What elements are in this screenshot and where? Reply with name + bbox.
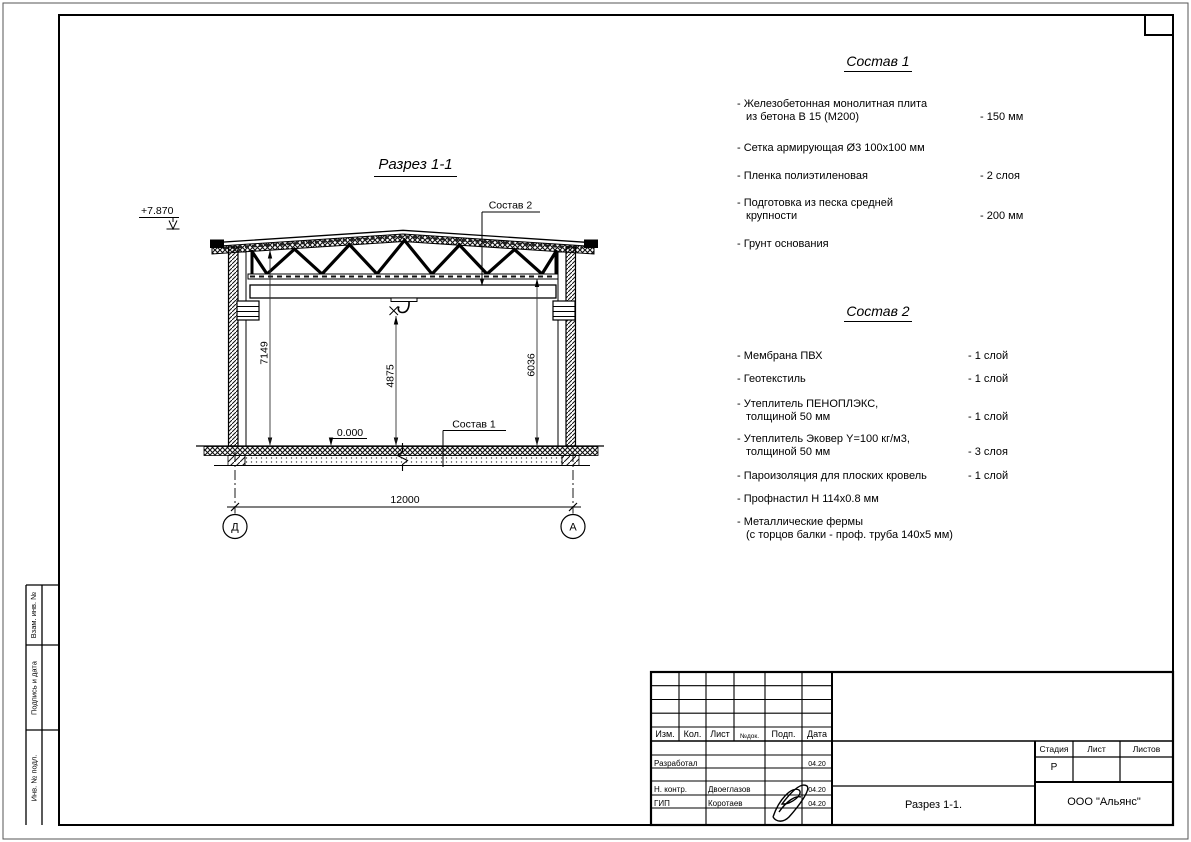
margin-label-podpis: Подпись и дата [29, 660, 38, 715]
list-item: - Пароизоляция для плоских кровель - 1 слой [737, 470, 1009, 482]
level-arrow [167, 218, 180, 229]
list-item: - Подготовка из песка средней крупности - 200 мм [737, 197, 1024, 222]
roof-right-cap [584, 240, 598, 249]
left-footing [228, 456, 245, 466]
tb-col-kol: Кол. [683, 729, 702, 739]
list-item: - Сетка армирующая Ø3 100х100 мм [737, 142, 925, 154]
tb-name-gip: Коротаев [708, 799, 743, 808]
list-item: - Пленка полиэтиленовая - 2 слоя [737, 170, 1021, 182]
level-top: +7.870 [141, 205, 174, 217]
list-item: - Профнастил Н 114х0.8 мм [737, 493, 879, 505]
right-footing [562, 456, 579, 466]
tb-sheets-col: Листов [1132, 744, 1161, 754]
tb-role-ncontrol: Н. контр. [654, 785, 688, 794]
corner-box [1145, 15, 1173, 35]
tb-date: 04.20 [808, 800, 826, 808]
tb-stage-value: Р [1050, 762, 1058, 773]
left-corbel [237, 301, 259, 320]
tb-col-ndok: №док. [739, 733, 760, 740]
hook-mark [390, 307, 399, 316]
list-item: - Геотекстиль - 1 слой [737, 373, 1009, 385]
axis-label-right: А [569, 521, 577, 534]
leader-floor-label: Состав 1 [452, 418, 496, 431]
tb-sheet-col: Лист [1087, 744, 1106, 754]
hoist-plate [391, 298, 417, 302]
floor-slab [204, 447, 598, 456]
tb-col-podp: Подп. [771, 729, 796, 739]
right-corbel [553, 301, 575, 320]
list-item: - Железобетонная монолитная плита из бетона В 15 (М200) - 150 мм [737, 98, 1024, 123]
tb-role-gip: ГИП [654, 799, 670, 808]
tb-role-developer: Разработал [654, 759, 698, 768]
dim-4875: 4875 [384, 364, 397, 388]
tb-date: 04.20 [808, 760, 826, 768]
list-item: - Утеплитель Эковер Y=100 кг/м3, толщиной 50 мм - 3 слоя [737, 433, 1009, 458]
floor [196, 438, 604, 472]
roof-left-cap [210, 240, 224, 249]
crane-beam [250, 285, 556, 315]
list-item: - Металлические фермы (с торцов балки - проф. труба 140х5 мм) [737, 516, 953, 541]
tb-stage-col: Стадия [1039, 744, 1069, 754]
tb-col-data: Дата [807, 729, 827, 739]
list-item: - Мембрана ПВХ - 1 слой [737, 350, 1009, 362]
tb-date: 04.20 [808, 786, 826, 794]
tb-company: ООО "Альянс" [1067, 796, 1141, 808]
list-item: - Утеплитель ПЕНОПЛЭКС, толщиной 50 мм - 1 слой [737, 398, 1009, 423]
dim-12000: 12000 [390, 494, 420, 506]
crane-hook [398, 302, 409, 313]
drawing-title-text: Разрез 1-1 [374, 156, 456, 177]
composition-2-heading: Состав 2 [737, 305, 1019, 318]
tb-name-ncontrol: Двоеглазов [708, 785, 751, 794]
dimensions [139, 205, 585, 539]
composition-1-heading: Состав 1 [737, 55, 1019, 68]
axis-label-left: Д [231, 521, 239, 534]
dim-7149: 7149 [258, 341, 271, 365]
level-zero: 0.000 [336, 427, 364, 439]
tb-doc-name: Разрез 1-1. [904, 799, 963, 811]
list-item: - Грунт основания [737, 238, 829, 250]
tb-col-izm: Изм. [655, 729, 675, 739]
composition-2-list [737, 0, 1037, 620]
drawing-title [363, 156, 468, 173]
leader-roof-label: Состав 2 [488, 199, 533, 212]
dim-6036: 6036 [525, 353, 538, 377]
margin-label-inv: Инв. № подл. [29, 754, 38, 801]
margin-label-vzam: Взам. инв. № [29, 591, 38, 639]
tb-col-list: Лист [710, 729, 730, 739]
